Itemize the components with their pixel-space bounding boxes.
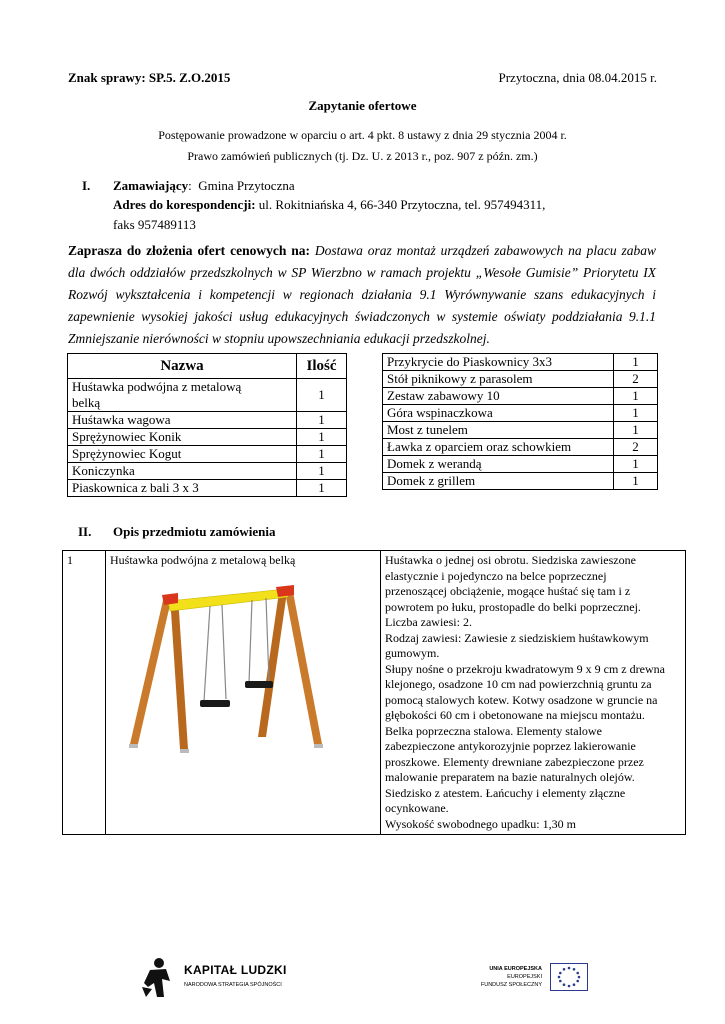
item-name: Zestaw zabawowy 10 [383,388,614,405]
table-row [68,412,347,429]
document-title: Zapytanie ofertowe [308,98,417,113]
eu-line-3: FUNDUSZ SPOŁECZNY [480,982,542,988]
eu-line-2: EUROPEJSKI [507,974,542,980]
item-qty: 1 [614,405,658,422]
invitation-label: Zaprasza do złożenia ofert cenowych na: [68,243,310,258]
table-row [63,551,686,835]
item-name: Stół piknikowy z parasolem [383,371,614,388]
description-line: Wysokość swobodnego upadku: 1,30 m [385,816,576,831]
description-line: gumowym. [385,646,440,660]
description-line: Belka poprzeczna stalowa. Elementy stalowe [385,723,602,738]
item-qty: 1 [297,480,347,497]
swing-cap-right [276,585,294,597]
item-qty: 1 [614,473,658,490]
item-qty: 1 [297,446,347,463]
item-qty: 2 [614,439,658,456]
description-line: Huśtawka o jednej osi obrotu. Siedziska zawieszone [385,553,636,567]
item-name: Domek z werandą [383,456,614,473]
swing-beam [168,589,288,611]
table-row [383,388,658,405]
item-qty: 1 [297,379,347,412]
swing-seat-left [200,700,230,707]
address [113,197,545,213]
swing-leg-right-outer [285,592,322,744]
eu-flag-icon [550,963,588,991]
description-line: Siedzisko z atestem. Łańcuchy i elementy złączne [385,785,626,800]
item-qty: 1 [297,463,347,480]
description-line: proszkowe. Elementy drewniane zabezpieczone przez [385,754,644,769]
table-row [383,439,658,456]
eu-line-1: UNIA EUROPEJSKA [489,966,542,972]
item-name: Ławka z oparciem oraz schowkiem [383,439,614,456]
item-name: Góra wspinaczkowa [383,405,614,422]
section-2-number: II. [78,524,92,539]
item-name: Domek z grillem [383,473,614,490]
table-row [68,446,347,463]
description-line: Słupy nośne o przekroju kwadratowym 9 x 9 cm z drewna [385,661,665,676]
description-line: ocynkowane. [385,801,449,815]
description-line: powrotem po łuku, prostopadle do belki poprzecznej. [385,599,641,614]
table-row [68,429,347,446]
fax: faks 957489113 [113,217,196,232]
item-number: 1 [63,551,106,835]
item-name: Sprężynowiec Kogut [68,446,297,463]
item-name: Koniczynka [68,463,297,480]
item-name: Most z tunelem [383,422,614,439]
eu-logo [462,963,592,993]
item-name: Sprężynowiec Konik [68,429,297,446]
description-line: zabezpieczone antykorozyjnie poprzez lakierowanie [385,739,636,753]
description-line: malowanie preparatem na bazie naturalnych olejów. [385,770,635,784]
swing-leg-left-outer [130,596,172,744]
item-qty: 2 [614,371,658,388]
orderer-value: Gmina Przytoczna [198,178,295,193]
table-row [383,371,658,388]
table-row [383,354,658,371]
item-qty: 1 [297,429,347,446]
human-figure-icon [140,957,174,999]
item-name: Piaskownica z bali 3 x 3 [68,480,297,497]
item-qty: 1 [614,354,658,371]
item-qty: 1 [614,388,658,405]
table-row [383,405,658,422]
case-number: Znak sprawy: SP.5. Z.O.2015 [68,70,231,85]
swing-leg-right-inner [258,592,287,737]
swing-leg-left-inner [170,596,188,749]
description-table [62,550,686,835]
invitation-text: Dostawa oraz montaż urządzeń zabawowych na placu zabaw dla dwóch oddziałów przedszkolnych w SP Wierzbno w ramach projektu „Wesołe Gumisie” Priorytetu IX Rozwój wykształcenia i kompetencji w regionach działania 9.1 Wyrównywanie szans edukacyjnych i zapewnienie wysokiej jakości usług edukacyjnych świadczonych w systemie oświaty poddziałania 9.1.1 Zmniejszanie nierówności w stopniu upowszechniania edukacji przedszkolnej. [68,243,656,346]
description-line: pomocą stalowych kotew. Kotwy osadzone w gruncie na [385,692,658,707]
invitation-paragraph [68,240,656,350]
items-table-right [382,353,658,490]
place-date: Przytoczna, dnia 08.04.2015 r. [498,70,657,85]
item-name: Przykrycie do Piaskownicy 3x3 [383,354,614,371]
legal-basis-line-2: Prawo zamówień publicznych (tj. Dz. U. z 2013 r., poz. 907 z późn. zm.) [187,149,538,163]
logo-left-subtitle: NARODOWA STRATEGIA SPÓJNOŚCI [184,982,282,988]
description-line: klejonego, osadzone 10 cm nad powierzchnią gruntu za [385,677,652,691]
table-row [68,379,347,412]
address-label: Adres do korespondencji: [113,197,256,212]
table-row [383,456,658,473]
description-line: Liczba zawiesi: 2. [385,615,472,629]
item-description [381,551,686,835]
table-row [383,422,658,439]
orderer: Zamawiający: Gmina Przytoczna [113,178,295,193]
orderer-label: Zamawiający [113,178,189,193]
description-line: Rodzaj zawiesi: Zawiesie z siedziskiem huśtawkowym [385,630,649,645]
column-header-name: Nazwa [68,354,297,379]
description-line: przenoszącej obciążenie, mogące huśtać się tam i z [385,584,631,598]
item-name: Huśtawka podwójna z metalową belką [68,379,297,412]
logo-left-title: KAPITAŁ LUDZKI [184,963,287,977]
swing-seat-right [245,681,273,688]
section-2-title: Opis przedmiotu zamówienia [113,524,276,539]
item-cell [106,551,381,835]
swing-illustration [126,579,326,754]
kapital-ludzki-logo [140,955,300,1000]
item-qty: 1 [614,456,658,473]
address-value: ul. Rokitniańska 4, 66-340 Przytoczna, tel. 957494311, [255,197,546,212]
column-header-qty: Ilość [297,354,347,379]
items-table-left [67,353,347,497]
description-line: elastycznie i pojedynczo na belce poprzecznej [385,568,607,583]
item-name: Huśtawka podwójna z metalową belką [110,553,296,567]
table-row [383,473,658,490]
swing-cap-left [162,593,178,605]
section-1-number: I. [82,178,91,193]
item-qty: 1 [614,422,658,439]
table-row [68,463,347,480]
table-row [68,480,347,497]
item-name: Huśtawka wagowa [68,412,297,429]
description-line: głębokości 60 cm i obetonowane na miejscu montażu. [385,708,645,722]
item-qty: 1 [297,412,347,429]
legal-basis-line-1: Postępowanie prowadzone w oparciu o art. 4 pkt. 8 ustawy z dnia 29 stycznia 2004 r. [158,128,567,142]
